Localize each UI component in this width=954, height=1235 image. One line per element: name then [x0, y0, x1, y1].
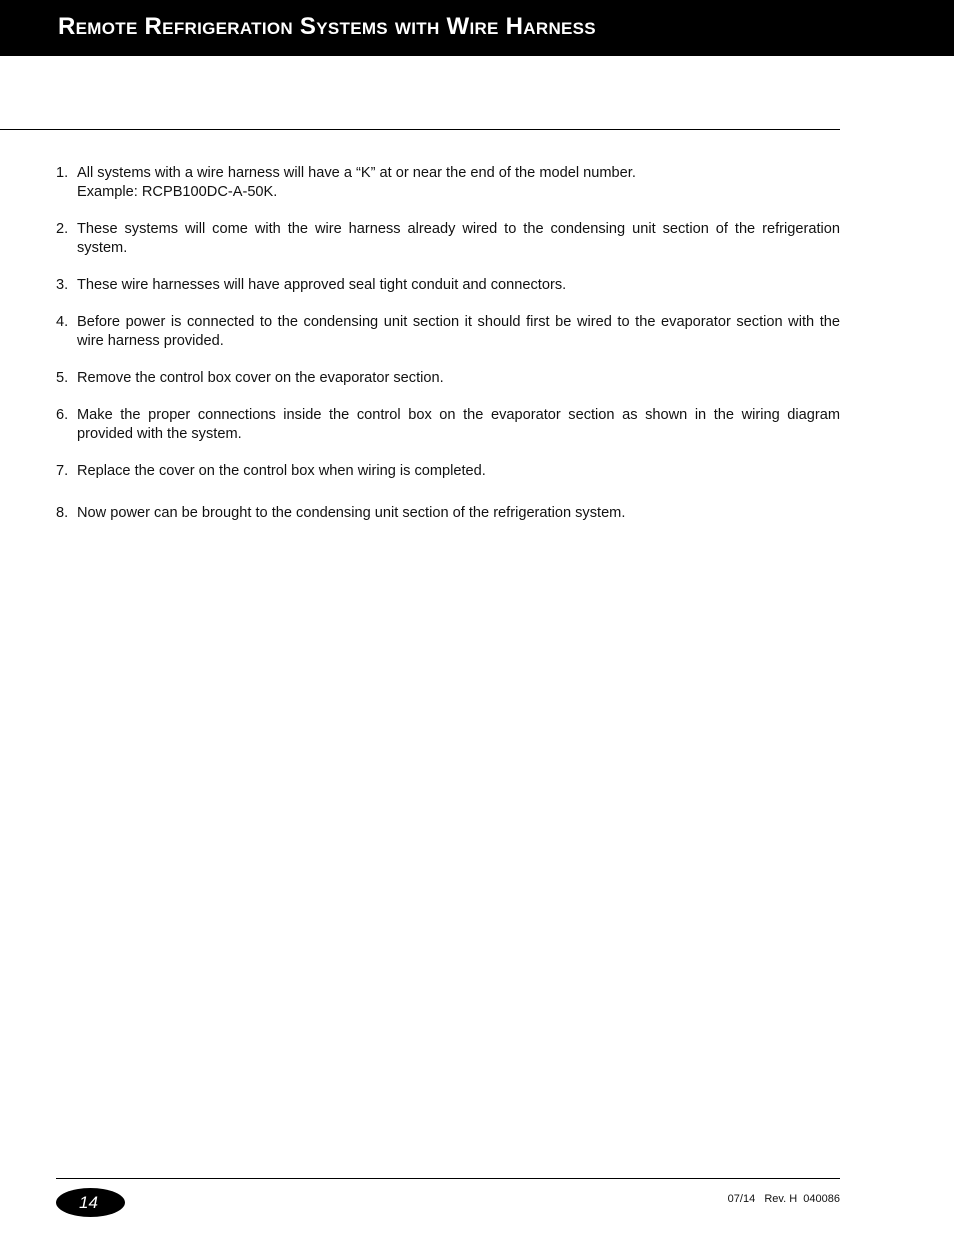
- step-text: All systems with a wire harness will have a “K” at or near the end of the model number.: [77, 165, 636, 181]
- step-number: 3.: [56, 277, 69, 293]
- step-text: These systems will come with the wire harness already wired to the condensing unit section of the refrigeration system.: [77, 221, 840, 256]
- list-item: [56, 276, 840, 295]
- step-text: These wire harnesses will have approved seal tight conduit and connectors.: [77, 277, 567, 293]
- step-number: 5.: [56, 370, 69, 386]
- list-item: [56, 164, 840, 202]
- step-text: Now power can be brought to the condensing unit section of the refrigeration system.: [77, 505, 626, 521]
- step-number: 1.: [56, 165, 69, 181]
- step-text: Replace the cover on the control box when wiring is completed.: [77, 463, 486, 479]
- step-number: 4.: [56, 314, 69, 330]
- page-number: 14: [79, 1193, 98, 1212]
- list-item: [56, 220, 840, 258]
- step-text: Remove the control box cover on the evaporator section.: [77, 370, 444, 386]
- list-item: [56, 369, 840, 388]
- step-number: 6.: [56, 407, 69, 423]
- list-item: [56, 313, 840, 351]
- step-text: Make the proper connections inside the control box on the evaporator section as shown in the wiring diagram provided with the system.: [77, 407, 840, 442]
- header-bar: [0, 0, 954, 56]
- step-example: Example: RCPB100DC-A-50K.: [77, 184, 278, 200]
- footer-divider: [56, 1178, 840, 1179]
- step-text: Before power is connected to the condensing unit section it should first be wired to the evaporator section with the wire harness provided.: [77, 314, 840, 349]
- step-number: 7.: [56, 463, 69, 479]
- list-item: [56, 504, 840, 523]
- revision-info: 07/14 Rev. H 040086: [727, 1193, 840, 1205]
- step-number: 8.: [56, 505, 69, 521]
- list-item: [56, 406, 840, 444]
- page-title: Remote Refrigeration Systems with Wire Harness: [58, 13, 596, 40]
- top-divider: [0, 129, 840, 130]
- step-number: 2.: [56, 221, 69, 237]
- page-number-badge: [56, 1188, 125, 1217]
- list-item: [56, 462, 840, 481]
- instruction-list: [56, 164, 840, 541]
